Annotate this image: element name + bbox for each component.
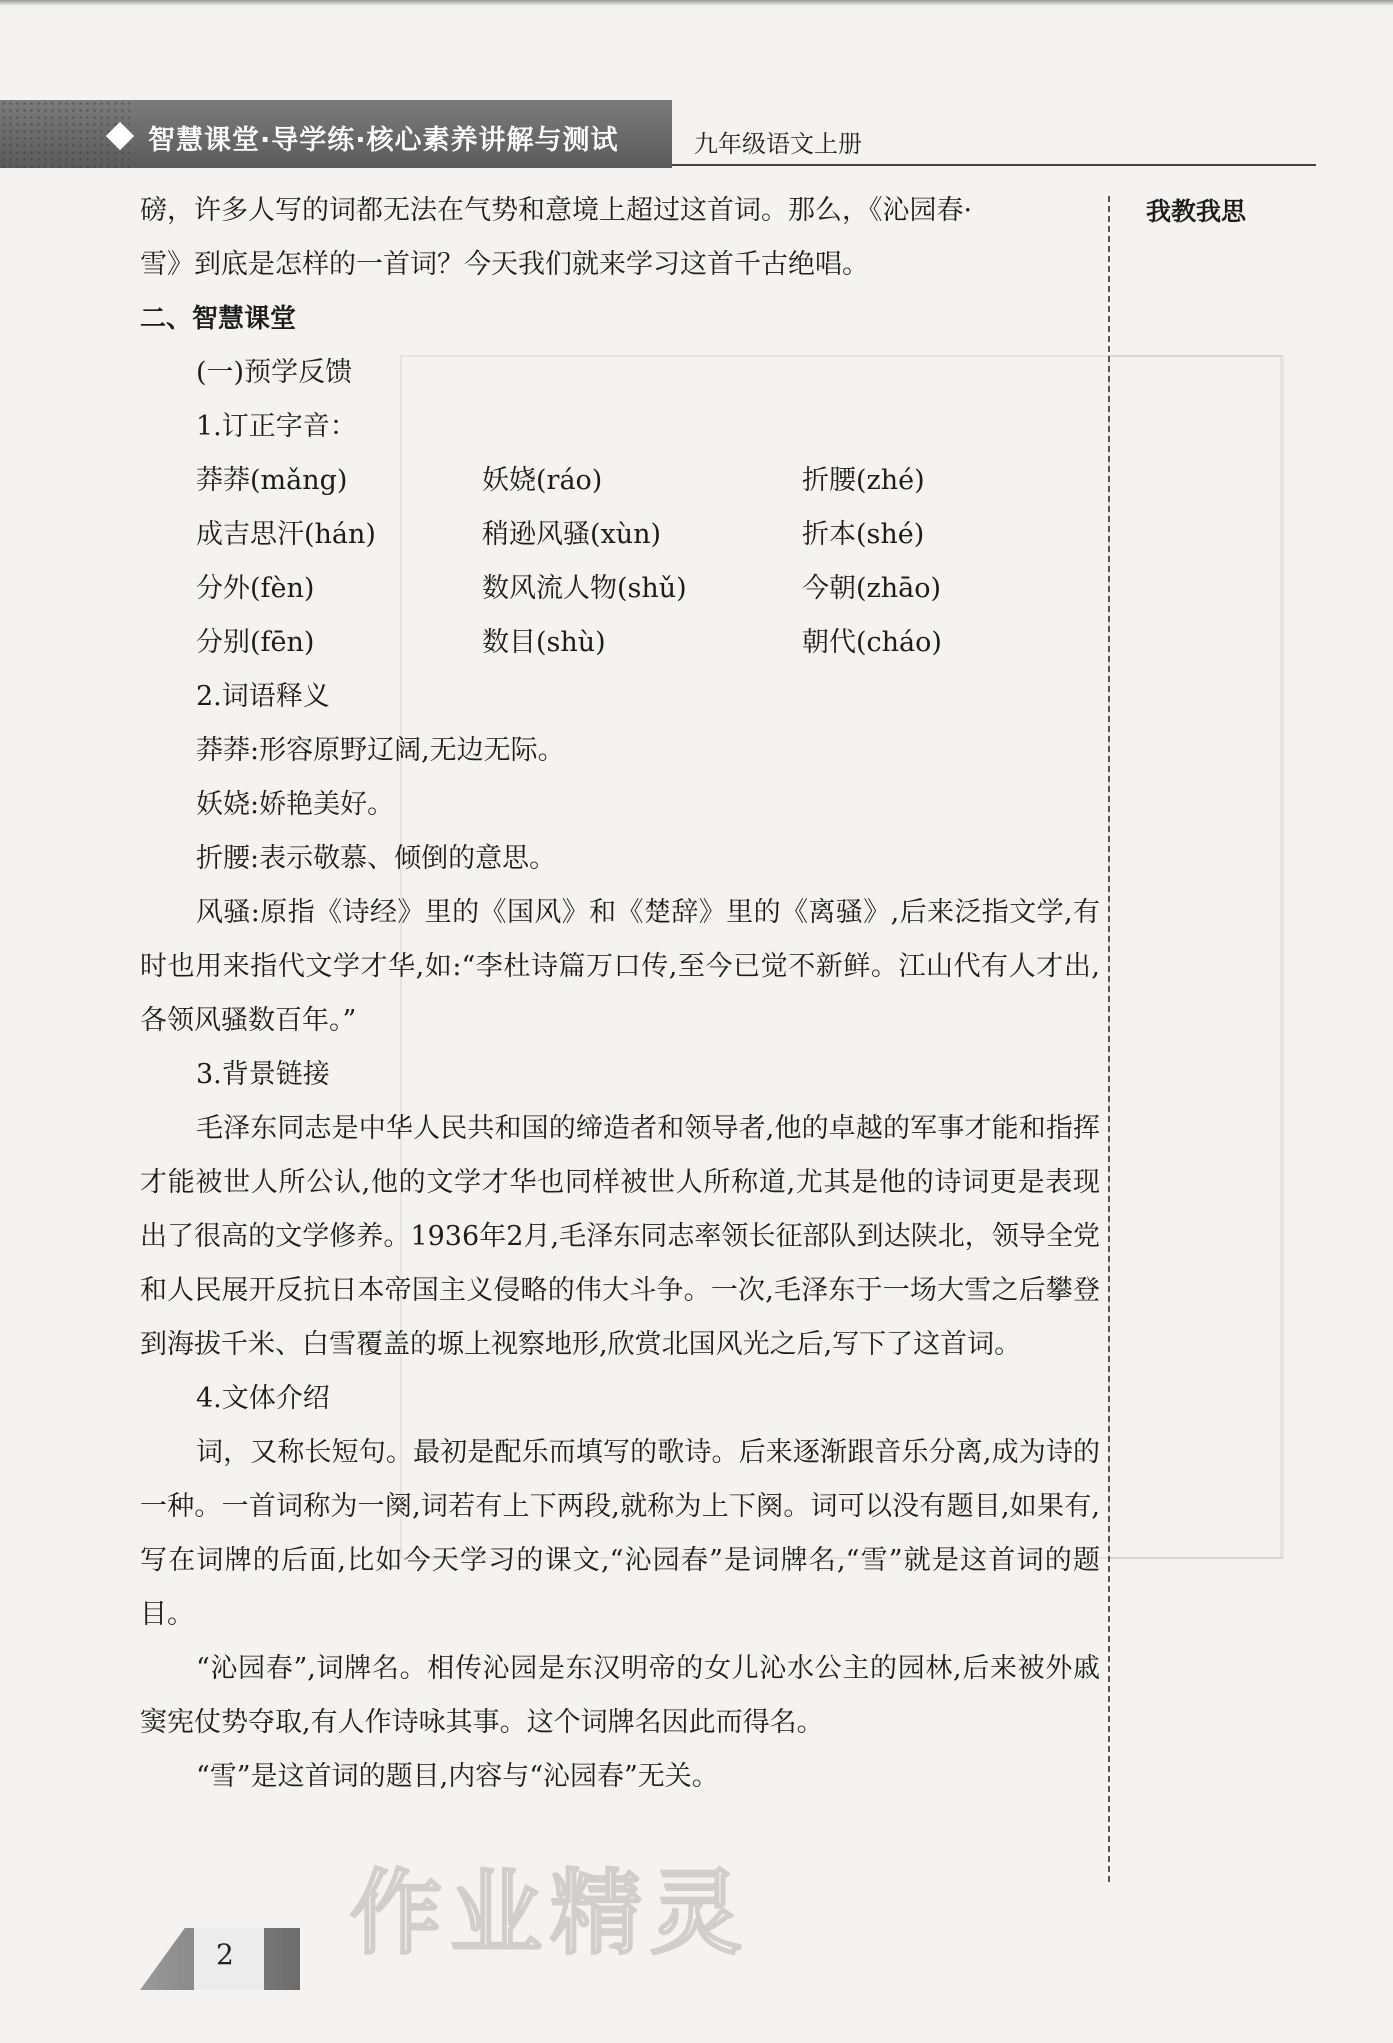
pinyin-item: 妖娆(ráo) (482, 465, 603, 496)
genre-paragraph-1: 词，又称长短句。最初是配乐而填写的歌诗。后来逐渐跟音乐分离,成为诗的一种。一首词称为一阕,词若有上下两段,就称为上下阕。词可以没有题目,如果有,写在词牌的后面,比如今天学习的课文,“沁园春”是词牌名,“雪”就是这首词的题目。 (140, 1437, 1100, 1630)
page-number: 2 (216, 1938, 234, 1971)
section-heading: 二、智慧课堂 (140, 304, 297, 334)
intro-line-2: 雪》到底是怎样的一首词？今天我们就来学习这首千古绝唱。 (140, 249, 869, 280)
book-title: 九年级语文上册 (694, 130, 862, 158)
side-column-title: 我教我思 (1146, 197, 1247, 226)
item-heading-definitions: 2.词语释义 (196, 681, 330, 712)
pinyin-item: 今朝(zhāo) (802, 573, 942, 604)
series-title: 智慧课堂·导学练·核心素养讲解与测试 (148, 125, 619, 156)
pinyin-item: 折本(shé) (802, 519, 925, 550)
genre-paragraph-2: “沁园春”,词牌名。相传沁园是东汉明帝的女儿沁水公主的园林,后来被外戚窦宪仗势夺取,有人作诗咏其事。这个词牌名因此而得名。 (140, 1653, 1100, 1738)
definition-zheyao: 折腰:表示敬慕、倾倒的意思。 (196, 843, 557, 874)
pinyin-item: 折腰(zhé) (802, 465, 925, 496)
definition-yaorao: 妖娆:娇艳美好。 (196, 789, 395, 820)
pinyin-item: 成吉思汗(hán) (196, 519, 376, 550)
item-heading-pronunciation: 1.订正字音： (196, 411, 357, 442)
pronunciation-grid (140, 454, 1100, 670)
pinyin-item: 分别(fēn) (196, 627, 315, 658)
definition-fengsao: 风骚:原指《诗经》里的《国风》和《楚辞》里的《离骚》,后来泛指文学,有时也用来指代文学才华,如:“李杜诗篇万口传,至今已觉不新鲜。江山代有人才出,各领风骚数百年。” (140, 897, 1100, 1036)
item-heading-genre: 4.文体介绍 (196, 1383, 330, 1414)
subsection-heading: (一)预学反馈 (196, 357, 353, 388)
item-heading-background: 3.背景链接 (196, 1059, 330, 1090)
header-rule (672, 164, 1316, 166)
pinyin-item: 莽莽(mǎng) (196, 465, 348, 496)
watermark: 作业精灵 (350, 1860, 751, 1967)
reverse-side-table-ghost-col (1108, 355, 1282, 1559)
pinyin-item: 数风流人物(shǔ) (482, 573, 687, 604)
pinyin-item: 稍逊风骚(xùn) (482, 519, 662, 550)
main-content (140, 184, 1100, 1804)
intro-line-1: 磅，许多人写的词都无法在气势和意境上超过这首词。那么，《沁园春· (140, 195, 973, 226)
page-edge-shadow (0, 0, 1393, 6)
definition-mangmang: 莽莽:形容原野辽阔,无边无际。 (196, 735, 565, 766)
pinyin-item: 朝代(cháo) (802, 627, 942, 658)
pinyin-item: 数目(shù) (482, 627, 606, 658)
background-paragraph: 毛泽东同志是中华人民共和国的缔造者和领导者,他的卓越的军事才能和指挥才能被世人所公认,他的文学才华也同样被世人所称道,尤其是他的诗词更是表现出了很高的文学修养。1936年2月,毛泽东同志率领长征部队到达陕北，领导全党和人民展开反抗日本帝国主义侵略的伟大斗争。一次,毛泽东于一场大雪之后攀登到海拔千米、白雪覆盖的塬上视察地形,欣赏北国风光之后,写下了这首词。 (140, 1113, 1100, 1360)
side-column-divider (1108, 196, 1110, 1886)
pinyin-item: 分外(fèn) (196, 573, 315, 604)
genre-paragraph-3: “雪”是这首词的题目,内容与“沁园春”无关。 (196, 1761, 719, 1792)
